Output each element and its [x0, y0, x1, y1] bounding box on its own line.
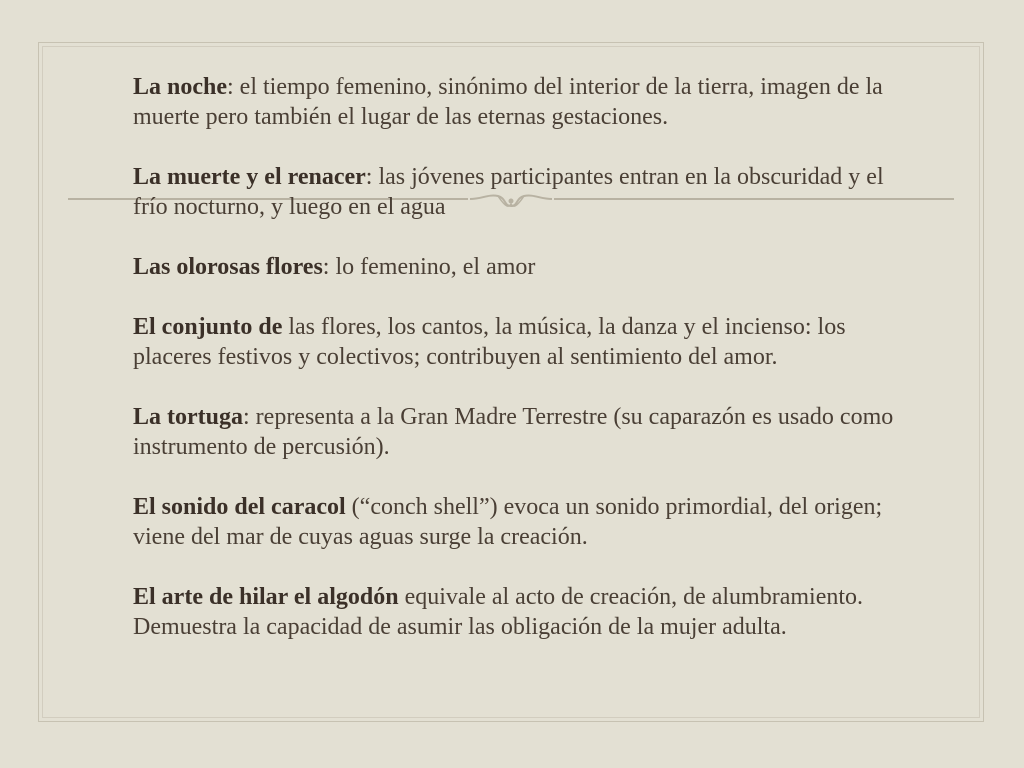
text-algodon: equivale al acto de creación, de alumbramiento. Demuestra la capacidad de asumir las obligación de la mujer adulta. [133, 584, 864, 640]
text-muerte-renacer: : las jóvenes participantes entran en la obscuridad y el frío nocturno, y luego en el agua [133, 164, 884, 220]
paragraph-la-noche [133, 72, 913, 132]
paragraph-olorosas-flores [133, 252, 913, 282]
text-olorosas-flores: : lo femenino, el amor [322, 254, 536, 280]
text-caracol: (“conch shell”) evoca un sonido primordial, del origen; viene del mar de cuyas aguas surge la creación. [133, 494, 883, 550]
term-la-noche: La noche [133, 74, 228, 100]
paragraph-algodon [133, 582, 913, 642]
text-conjunto: las flores, los cantos, la música, la danza y el incienso: los placeres festivos y colectivos; contribuyen al sentimiento del amor. [133, 314, 846, 370]
paragraph-caracol [133, 492, 913, 552]
paragraph-tortuga [133, 402, 913, 462]
term-olorosas-flores: Las olorosas flores [133, 254, 323, 280]
term-algodon: El arte de hilar el algodón [133, 584, 399, 610]
term-caracol: El sonido del caracol [133, 494, 346, 520]
term-conjunto: El conjunto de [133, 314, 283, 340]
term-muerte-renacer: La muerte y el renacer [133, 164, 366, 190]
paragraph-conjunto [133, 312, 913, 372]
text-tortuga: : representa a la Gran Madre Terrestre (su caparazón es usado como instrumento de percusión). [133, 404, 894, 460]
text-la-noche: : el tiempo femenino, sinónimo del interior de la tierra, imagen de la muerte pero también el lugar de las eternas gestaciones. [133, 74, 883, 130]
term-tortuga: La tortuga [133, 404, 243, 430]
slide-body [133, 72, 913, 672]
paragraph-muerte-renacer [133, 162, 913, 222]
